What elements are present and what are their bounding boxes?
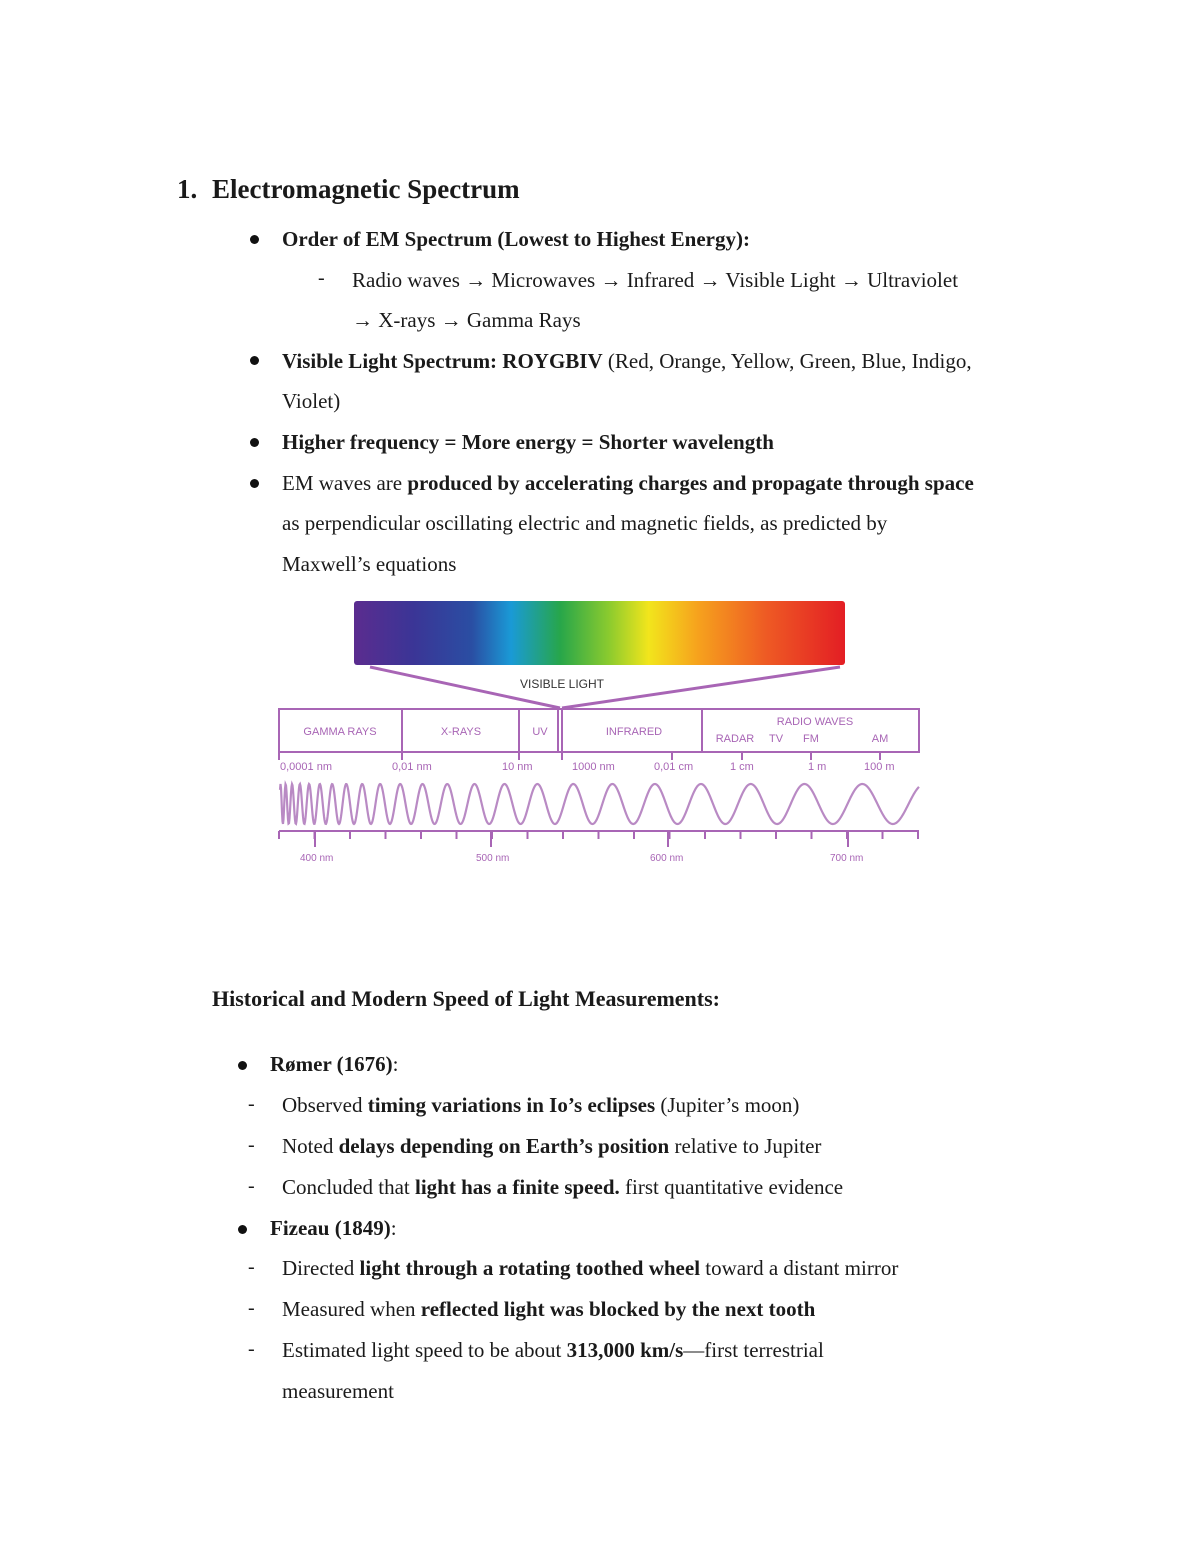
fizeau-item: Measured when reflected light was blocked by the next tooth: [282, 1297, 816, 1321]
upper-scale-ticks: [279, 752, 880, 760]
visible-spectrum-colors: (Red, Orange, Yellow, Green, Blue, Indigo,: [602, 349, 972, 373]
em-order-line2: → X-rays → Gamma Rays: [352, 308, 581, 332]
band-radio: RADIO WAVES: [776, 716, 854, 728]
bottom-ruler: [279, 831, 919, 847]
em-waves-line1: [282, 471, 974, 495]
fizeau-colon: :: [390, 1216, 397, 1240]
fizeau-item: Directed light through a rotating toothed wheel toward a distant mirror: [282, 1256, 899, 1280]
ruler-label: 600 nm: [650, 853, 684, 864]
list-dash: -: [248, 1338, 255, 1360]
fizeau-name: Fizeau (1849): [270, 1216, 391, 1240]
band-infrared: INFRARED: [605, 726, 663, 738]
ruler-label: 500 nm: [476, 853, 510, 864]
em-waves-line3: Maxwell’s equations: [282, 552, 457, 576]
bullet-dot: [250, 356, 259, 365]
radio-tv: TV: [768, 733, 784, 745]
visible-light-label: VISIBLE LIGHT: [519, 677, 605, 691]
romer-item: Observed timing variations in Io’s eclipses (Jupiter’s moon): [282, 1093, 800, 1117]
em-order-label: Order of EM Spectrum (Lowest to Highest Energy):: [282, 227, 750, 251]
frequency-rule: Higher frequency = More energy = Shorter wavelength: [282, 430, 774, 454]
em-waves-bold: produced by accelerating charges and propagate through space: [407, 471, 974, 495]
list-dash: -: [248, 1093, 255, 1115]
list-dash: -: [248, 1256, 255, 1278]
romer-colon: :: [392, 1052, 399, 1076]
fizeau-heading: [270, 1216, 397, 1240]
romer-name: Rømer (1676): [270, 1052, 393, 1076]
band-gamma: GAMMA RAYS: [303, 726, 377, 738]
em-spectrum-figure: [270, 595, 930, 870]
section-title: Electromagnetic Spectrum: [212, 174, 520, 204]
scale-label: 1 cm: [730, 761, 754, 773]
list-dash: -: [248, 1134, 255, 1156]
visible-spectrum-label: Visible Light Spectrum: ROYGBIV: [282, 349, 603, 373]
bullet-dot: [238, 1225, 247, 1234]
em-waves-line2: as perpendicular oscillating electric and magnetic fields, as predicted by: [282, 511, 888, 535]
radio-radar: RADAR: [715, 733, 755, 745]
list-dash: -: [318, 267, 325, 289]
bullet-dot: [250, 479, 259, 488]
ruler-label: 400 nm: [300, 853, 334, 864]
section-number: 1.: [177, 174, 198, 204]
band-uv: UV: [532, 726, 548, 738]
scale-label: 0,01 nm: [392, 761, 432, 773]
list-dash: -: [248, 1297, 255, 1319]
list-dash: -: [248, 1175, 255, 1197]
scale-label: 10 nm: [502, 761, 533, 773]
radio-am: AM: [871, 733, 889, 745]
wave-curve: [280, 784, 919, 824]
fizeau-item-continued: measurement: [282, 1379, 394, 1403]
scale-label: 0,01 cm: [654, 761, 694, 773]
ruler-label: 700 nm: [830, 853, 864, 864]
section2-heading: Historical and Modern Speed of Light Measurements:: [212, 986, 721, 1011]
em-waves-prefix: EM waves are: [282, 471, 408, 495]
fizeau-item: Estimated light speed to be about 313,000 km/s—first terrestrial: [282, 1338, 824, 1362]
scale-label: 1000 nm: [572, 761, 615, 773]
romer-heading: [270, 1052, 399, 1076]
bullet-dot: [250, 438, 259, 447]
scale-label: 1 m: [808, 761, 827, 773]
bullet-dot: [250, 235, 259, 244]
romer-item: Concluded that light has a finite speed. first quantitative evidence: [282, 1175, 844, 1199]
bullet-dot: [238, 1061, 247, 1070]
visible-spectrum-line1: [282, 349, 972, 373]
scale-label: 100 m: [864, 761, 895, 773]
visible-spectrum-line2: Violet): [282, 389, 341, 413]
romer-item: Noted delays depending on Earth’s position relative to Jupiter: [282, 1134, 822, 1158]
visible-spectrum-bar: [354, 601, 845, 665]
scale-label: 0,0001 nm: [280, 761, 332, 773]
radio-fm: FM: [803, 733, 819, 745]
em-order-line1: Radio waves → Microwaves → Infrared → Visible Light → Ultraviolet: [352, 268, 959, 292]
band-xrays: X-RAYS: [440, 726, 482, 738]
